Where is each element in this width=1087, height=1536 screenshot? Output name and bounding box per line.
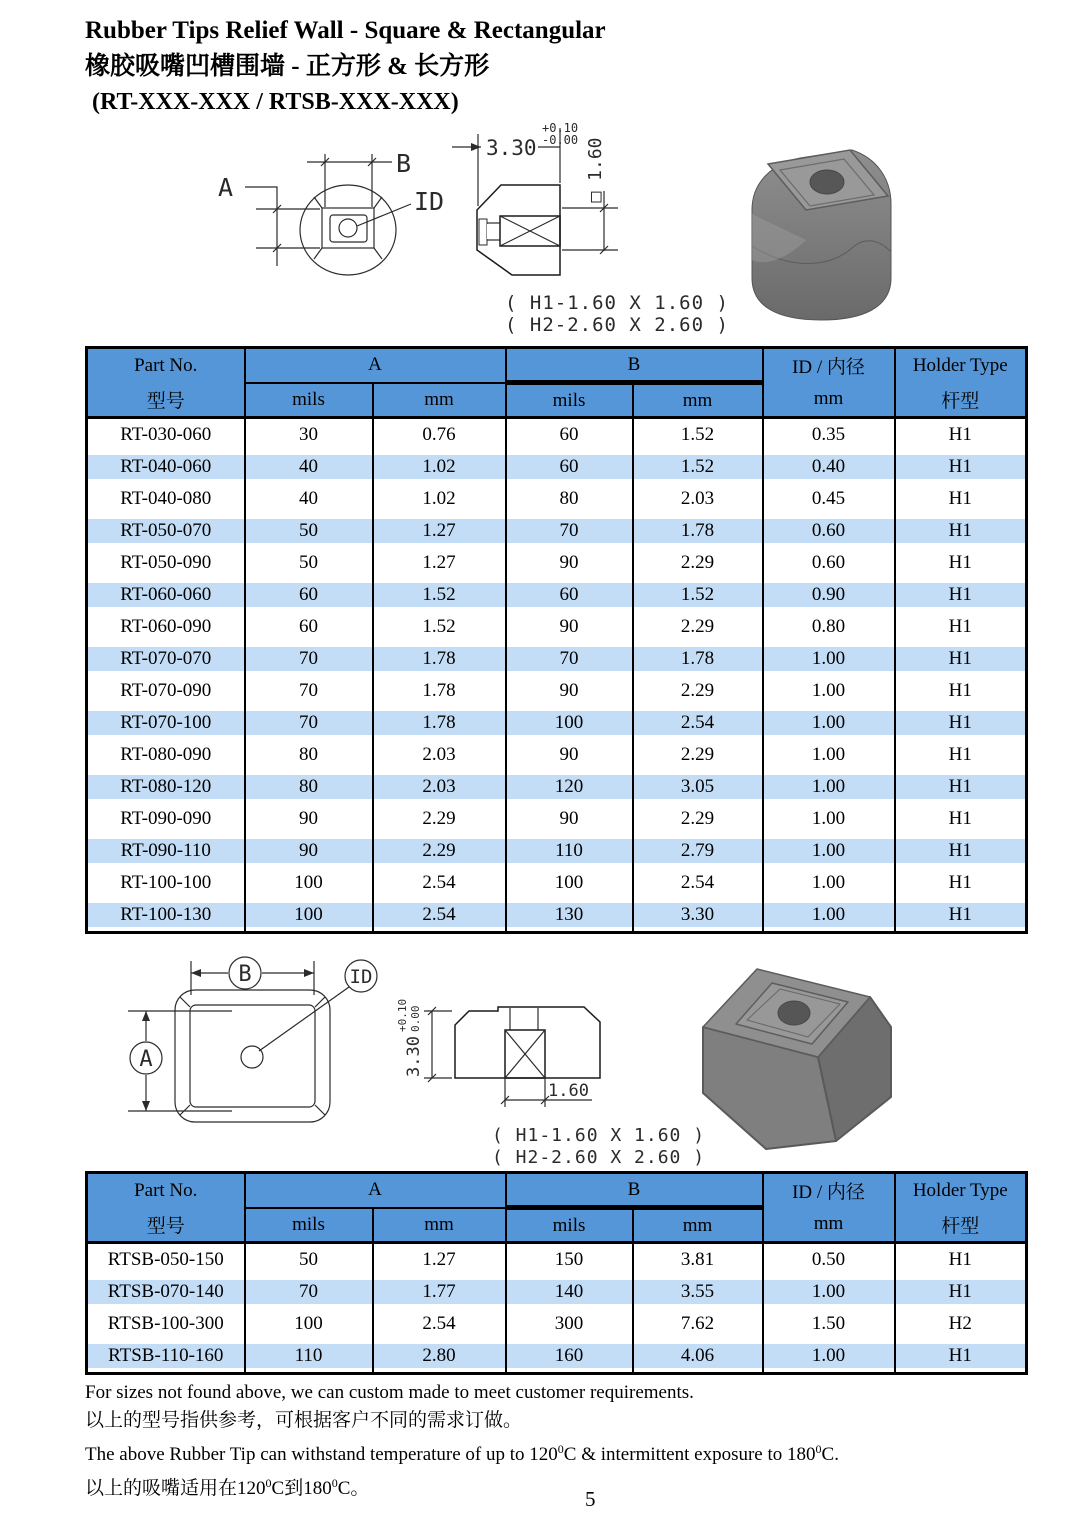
dim-label-a: A bbox=[218, 173, 234, 202]
table-cell: 4.06 bbox=[633, 1340, 763, 1374]
tolerance-plus: +0.10 bbox=[396, 998, 409, 1032]
table-cell: 1.02 bbox=[373, 451, 506, 483]
table-cell: 1.00 bbox=[763, 771, 895, 803]
table-row bbox=[87, 1276, 1027, 1308]
rt-drawing-band bbox=[0, 118, 1087, 348]
table-cell: 100 bbox=[245, 867, 373, 899]
table-cell: 1.00 bbox=[763, 803, 895, 835]
note-h1: ( H1-1.60 X 1.60 ) bbox=[492, 1125, 706, 1146]
table-cell: 110 bbox=[506, 835, 633, 867]
table-cell: RT-090-090 bbox=[120, 808, 212, 829]
col-header-a-mils: mils bbox=[245, 383, 373, 418]
page-title-code: (RT-XXX-XXX / RTSB-XXX-XXX) bbox=[92, 89, 459, 115]
table-cell: 100 bbox=[245, 1308, 373, 1340]
table-cell: RT-080-090 bbox=[120, 744, 212, 765]
col-header-b-mils: mils bbox=[506, 383, 633, 418]
table-cell: 1.00 bbox=[763, 899, 895, 933]
col-header-holder-zh: 杆型 bbox=[895, 1208, 1027, 1243]
table-cell: RT-030-060 bbox=[120, 424, 212, 445]
table-cell: 110 bbox=[245, 1340, 373, 1374]
table-cell: RT-040-080 bbox=[120, 488, 212, 509]
table-cell: 0.76 bbox=[373, 418, 506, 452]
table-cell: 2.03 bbox=[633, 483, 763, 515]
footer-line-custom-en: For sizes not found above, we can custom made to meet customer requirements. bbox=[85, 1382, 694, 1403]
table-cell: 90 bbox=[506, 739, 633, 771]
table-cell: 70 bbox=[506, 643, 633, 675]
table-cell: 3.81 bbox=[633, 1243, 763, 1277]
table-cell: RTSB-110-160 bbox=[87, 1340, 245, 1374]
table-cell: 2.80 bbox=[373, 1340, 506, 1374]
table-cell: 1.50 bbox=[763, 1308, 895, 1340]
table-cell: H1 bbox=[895, 867, 1027, 899]
table-cell: 0.90 bbox=[763, 579, 895, 611]
table-cell: 40 bbox=[245, 483, 373, 515]
footer-line-custom-zh: 以上的型号指供参考，可根据客户不同的需求订做。 bbox=[85, 1410, 523, 1431]
table-cell: RT-040-060 bbox=[87, 451, 245, 483]
table-row bbox=[87, 1308, 1027, 1340]
col-header-b-mm: mm bbox=[633, 383, 763, 418]
col-header-a: A bbox=[245, 1173, 506, 1208]
table-cell: 0.80 bbox=[763, 611, 895, 643]
table-cell: 90 bbox=[506, 547, 633, 579]
table-row bbox=[87, 867, 1027, 899]
col-header-id: ID / 内径 bbox=[763, 348, 895, 383]
table-cell: 60 bbox=[245, 611, 373, 643]
title-block bbox=[85, 14, 606, 118]
table-cell: H1 bbox=[895, 611, 1027, 643]
table-row bbox=[87, 643, 1027, 675]
dim-label-id: ID bbox=[349, 966, 373, 988]
col-header-part-no: Part No. bbox=[87, 1173, 245, 1208]
table-row bbox=[87, 803, 1027, 835]
table-cell: 100 bbox=[506, 867, 633, 899]
col-header-id: ID / 内径 bbox=[763, 1173, 895, 1208]
rtsb-drawing-band bbox=[0, 945, 1087, 1170]
table-cell: 0.50 bbox=[763, 1243, 895, 1277]
table-cell: H1 bbox=[895, 451, 1027, 483]
table-cell: RT-060-060 bbox=[87, 579, 245, 611]
col-header-id-mm: mm bbox=[763, 383, 895, 418]
table-row bbox=[87, 899, 1027, 933]
table-cell: 2.54 bbox=[633, 707, 763, 739]
text-segment: C到180 bbox=[271, 1478, 332, 1499]
table-cell: H1 bbox=[895, 835, 1027, 867]
table-cell: 2.29 bbox=[373, 835, 506, 867]
text-segment: C & intermittent exposure to 180 bbox=[563, 1444, 816, 1465]
table-cell: 1.00 bbox=[763, 675, 895, 707]
footer-line-temp-en bbox=[85, 1435, 839, 1469]
table-cell: 90 bbox=[506, 611, 633, 643]
table-cell: 1.52 bbox=[633, 451, 763, 483]
table-cell: 3.55 bbox=[633, 1276, 763, 1308]
rt-top-view-drawing bbox=[218, 149, 444, 275]
table-row bbox=[87, 1340, 1027, 1374]
table-cell: 150 bbox=[506, 1243, 633, 1277]
table-cell: 0.35 bbox=[763, 418, 895, 452]
table-cell: 1.00 bbox=[763, 835, 895, 867]
dim-width-value: 3.30 bbox=[486, 136, 537, 160]
table-row bbox=[87, 451, 1027, 483]
col-header-b: B bbox=[506, 1173, 763, 1208]
table-cell: RT-080-120 bbox=[87, 771, 245, 803]
table-row bbox=[87, 483, 1027, 515]
table-cell: 1.78 bbox=[633, 515, 763, 547]
col-header-part-no-zh: 型号 bbox=[87, 383, 245, 418]
table-cell: H1 bbox=[895, 1340, 1027, 1374]
table-cell: RT-100-100 bbox=[120, 872, 212, 893]
superscript-zero: 0 bbox=[265, 1476, 272, 1490]
dim-label-b: B bbox=[396, 149, 412, 178]
table-cell: 2.29 bbox=[373, 803, 506, 835]
col-header-a-mils: mils bbox=[245, 1208, 373, 1243]
table-cell: 1.27 bbox=[373, 547, 506, 579]
spec-table-rt-header bbox=[87, 348, 1027, 418]
col-header-b: B bbox=[506, 348, 763, 383]
table-cell: 90 bbox=[245, 803, 373, 835]
table-cell: RT-070-090 bbox=[120, 680, 212, 701]
table-cell: H1 bbox=[895, 803, 1027, 835]
table-cell: 2.79 bbox=[633, 835, 763, 867]
table-cell: 2.29 bbox=[633, 547, 763, 579]
table-cell: RT-060-090 bbox=[120, 616, 212, 637]
rubber-tip-3d-rect bbox=[703, 969, 891, 1149]
superscript-zero: 0 bbox=[557, 1442, 564, 1456]
table-cell: 80 bbox=[245, 771, 373, 803]
page-title-zh: 橡胶吸嘴凹槽围墙 - 正方形 & 长方形 bbox=[85, 53, 490, 80]
table-cell: RT-100-130 bbox=[87, 899, 245, 933]
table-cell: 40 bbox=[245, 451, 373, 483]
col-header-part-no-zh: 型号 bbox=[87, 1208, 245, 1243]
table-cell: 300 bbox=[506, 1308, 633, 1340]
table-cell: H1 bbox=[895, 515, 1027, 547]
table-cell: 1.00 bbox=[763, 643, 895, 675]
table-cell: 2.03 bbox=[373, 739, 506, 771]
table-cell: 50 bbox=[245, 547, 373, 579]
page-title-en: Rubber Tips Relief Wall - Square & Rectangular bbox=[85, 17, 606, 44]
table-cell: 1.78 bbox=[373, 675, 506, 707]
dim-height-rotated bbox=[396, 999, 424, 1077]
table-cell: 2.54 bbox=[373, 899, 506, 933]
table-cell: 80 bbox=[245, 739, 373, 771]
table-cell: 1.78 bbox=[633, 643, 763, 675]
table-row bbox=[87, 835, 1027, 867]
note-h1: ( H1-1.60 X 1.60 ) bbox=[505, 292, 729, 314]
table-cell: 2.29 bbox=[633, 675, 763, 707]
col-header-holder: Holder Type bbox=[895, 1173, 1027, 1208]
col-header-holder-zh: 杆型 bbox=[895, 383, 1027, 418]
table-cell: 2.54 bbox=[373, 1308, 506, 1340]
dim-square-value: □ 1.60 bbox=[585, 137, 606, 203]
table-cell: 1.52 bbox=[633, 418, 763, 452]
spec-table-rtsb-body bbox=[87, 1243, 1027, 1374]
table-cell: 100 bbox=[245, 899, 373, 933]
table-cell: H1 bbox=[895, 643, 1027, 675]
table-row bbox=[87, 707, 1027, 739]
table-cell: H1 bbox=[895, 1276, 1027, 1308]
table-cell: 70 bbox=[245, 1276, 373, 1308]
table-row bbox=[87, 739, 1027, 771]
table-cell: H1 bbox=[895, 483, 1027, 515]
col-header-a: A bbox=[245, 348, 506, 383]
col-header-holder: Holder Type bbox=[895, 348, 1027, 383]
table-row bbox=[87, 675, 1027, 707]
table-cell: 1.52 bbox=[373, 579, 506, 611]
table-cell: 0.60 bbox=[763, 547, 895, 579]
dim-notch-value: 1.60 bbox=[548, 1081, 589, 1101]
table-cell: 90 bbox=[506, 675, 633, 707]
col-header-a-mm: mm bbox=[373, 383, 506, 418]
table-cell: 100 bbox=[506, 707, 633, 739]
table-cell: 70 bbox=[245, 707, 373, 739]
table-cell: RTSB-050-150 bbox=[107, 1249, 224, 1270]
table-cell: 50 bbox=[245, 1243, 373, 1277]
table-cell: 2.03 bbox=[373, 771, 506, 803]
table-cell: 1.78 bbox=[373, 707, 506, 739]
table-cell: 1.00 bbox=[763, 739, 895, 771]
dim-height-value: 3.30 bbox=[404, 1036, 424, 1077]
table-row bbox=[87, 547, 1027, 579]
table-cell: H1 bbox=[895, 418, 1027, 452]
col-header-id-mm: mm bbox=[763, 1208, 895, 1243]
table-cell: 1.27 bbox=[373, 515, 506, 547]
table-cell: RT-070-070 bbox=[87, 643, 245, 675]
tolerance-plus: +0.10 bbox=[542, 121, 579, 135]
table-cell: 1.52 bbox=[633, 579, 763, 611]
table-row bbox=[87, 579, 1027, 611]
table-row bbox=[87, 771, 1027, 803]
table-cell: 1.52 bbox=[373, 611, 506, 643]
footer-line-temp-zh bbox=[85, 1469, 839, 1503]
table-cell: H1 bbox=[895, 675, 1027, 707]
superscript-zero: 0 bbox=[815, 1442, 822, 1456]
table-cell: H1 bbox=[895, 547, 1027, 579]
spec-table-rt-body bbox=[87, 418, 1027, 933]
table-cell: 90 bbox=[506, 803, 633, 835]
text-segment: C. bbox=[821, 1444, 839, 1465]
table-cell: 30 bbox=[245, 418, 373, 452]
table-cell: RTSB-100-300 bbox=[107, 1313, 224, 1334]
table-cell: RT-070-100 bbox=[87, 707, 245, 739]
text-segment: The above Rubber Tip can withstand temperature of up to 120 bbox=[85, 1444, 558, 1465]
col-header-b-mm: mm bbox=[633, 1208, 763, 1243]
table-cell: H1 bbox=[895, 899, 1027, 933]
table-cell: 130 bbox=[506, 899, 633, 933]
dim-label-b: B bbox=[238, 962, 252, 987]
spec-table-rt bbox=[85, 346, 1028, 934]
rubber-tip-3d-round bbox=[752, 150, 891, 320]
table-cell: 60 bbox=[506, 418, 633, 452]
table-cell: 70 bbox=[245, 675, 373, 707]
table-cell: 50 bbox=[245, 515, 373, 547]
col-header-part-no: Part No. bbox=[87, 348, 245, 383]
table-cell: RT-050-070 bbox=[87, 515, 245, 547]
table-cell: 0.40 bbox=[763, 451, 895, 483]
table-cell: 0.45 bbox=[763, 483, 895, 515]
table-cell: 0.60 bbox=[763, 515, 895, 547]
table-cell: 3.30 bbox=[633, 899, 763, 933]
table-cell: 80 bbox=[506, 483, 633, 515]
table-cell: 7.62 bbox=[633, 1308, 763, 1340]
table-cell: 2.29 bbox=[633, 739, 763, 771]
table-cell: H1 bbox=[895, 579, 1027, 611]
table-cell: 70 bbox=[506, 515, 633, 547]
col-header-a-mm: mm bbox=[373, 1208, 506, 1243]
table-cell: 3.05 bbox=[633, 771, 763, 803]
table-cell: 1.77 bbox=[373, 1276, 506, 1308]
table-cell: 90 bbox=[245, 835, 373, 867]
table-cell: 2.54 bbox=[373, 867, 506, 899]
table-cell: RT-090-110 bbox=[87, 835, 245, 867]
dim-label-id: ID bbox=[414, 187, 445, 216]
spec-table-rtsb-header bbox=[87, 1173, 1027, 1243]
table-cell: H2 bbox=[895, 1308, 1027, 1340]
table-row bbox=[87, 1243, 1027, 1277]
note-h2: ( H2-2.60 X 2.60 ) bbox=[492, 1147, 706, 1168]
table-cell: 140 bbox=[506, 1276, 633, 1308]
table-cell: 60 bbox=[506, 451, 633, 483]
table-cell: 1.00 bbox=[763, 1276, 895, 1308]
table-cell: H1 bbox=[895, 707, 1027, 739]
table-cell: 2.54 bbox=[633, 867, 763, 899]
footer-notes bbox=[85, 1379, 839, 1503]
table-cell: 1.78 bbox=[373, 643, 506, 675]
table-row bbox=[87, 418, 1027, 452]
table-cell: 120 bbox=[506, 771, 633, 803]
table-cell: 70 bbox=[245, 643, 373, 675]
table-cell: 1.00 bbox=[763, 1340, 895, 1374]
dim-label-a: A bbox=[139, 1047, 153, 1072]
table-cell: 1.02 bbox=[373, 483, 506, 515]
rtsb-top-view-drawing bbox=[128, 957, 377, 1122]
table-cell: RTSB-070-140 bbox=[87, 1276, 245, 1308]
spec-table-rtsb bbox=[85, 1171, 1028, 1375]
table-cell: 1.27 bbox=[373, 1243, 506, 1277]
table-cell: RT-050-090 bbox=[120, 552, 212, 573]
tolerance-minus: -0.00 bbox=[542, 133, 579, 147]
table-cell: 60 bbox=[245, 579, 373, 611]
col-header-b-mils: mils bbox=[506, 1208, 633, 1243]
rtsb-section-view-drawing bbox=[396, 999, 705, 1168]
superscript-zero: 0 bbox=[331, 1476, 338, 1490]
table-cell: 160 bbox=[506, 1340, 633, 1374]
table-cell: 2.29 bbox=[633, 611, 763, 643]
table-cell: 60 bbox=[506, 579, 633, 611]
table-cell: H1 bbox=[895, 739, 1027, 771]
table-row bbox=[87, 611, 1027, 643]
table-cell: 1.00 bbox=[763, 707, 895, 739]
rt-section-view-drawing bbox=[452, 121, 729, 336]
table-row bbox=[87, 515, 1027, 547]
page-number: 5 bbox=[585, 1487, 596, 1511]
table-cell: H1 bbox=[895, 771, 1027, 803]
table-cell: H1 bbox=[895, 1243, 1027, 1277]
table-cell: 2.29 bbox=[633, 803, 763, 835]
table-cell: 1.00 bbox=[763, 867, 895, 899]
text-segment: C。 bbox=[337, 1478, 370, 1499]
tolerance-minus: 0.00 bbox=[409, 1005, 422, 1032]
note-h2: ( H2-2.60 X 2.60 ) bbox=[505, 314, 729, 336]
text-segment: 以上的吸嘴适用在120 bbox=[85, 1478, 266, 1499]
